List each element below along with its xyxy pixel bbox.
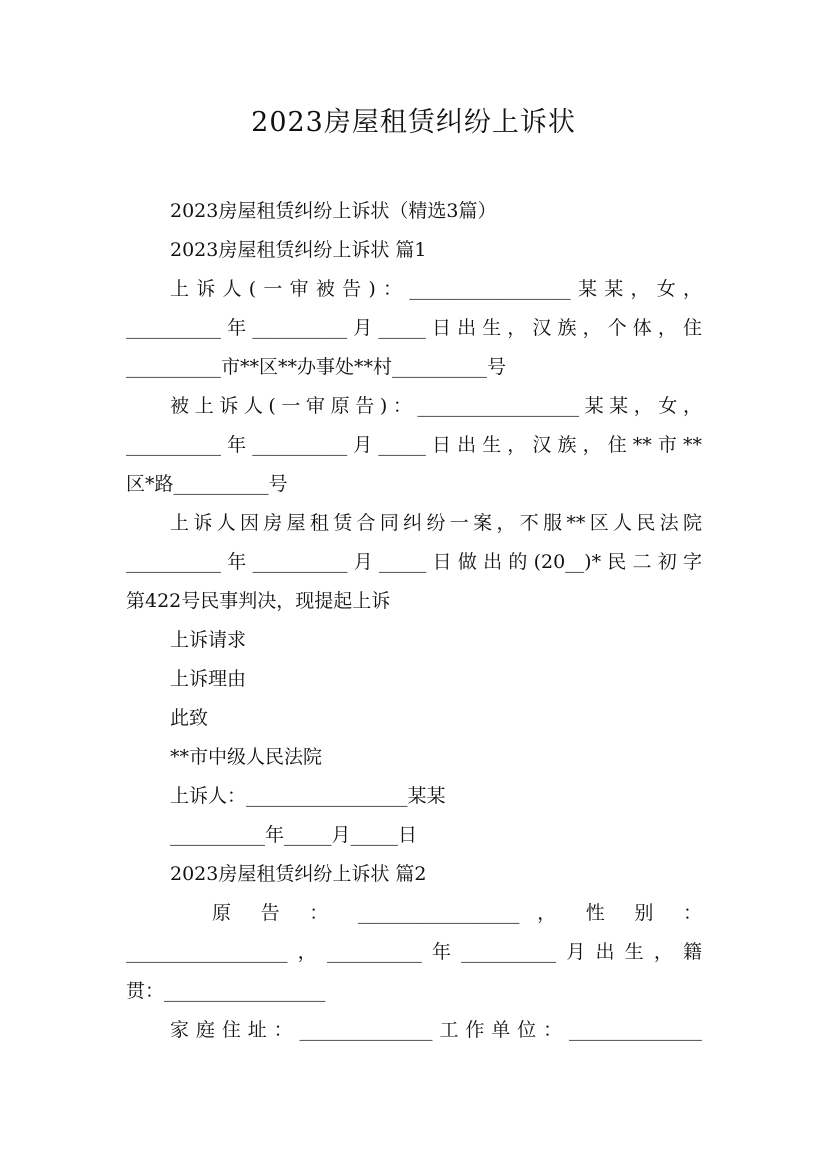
section-heading-1: 2023房屋租赁纠纷上诉状 篇1 [170,239,427,261]
section-heading-2: 2023房屋租赁纠纷上诉状 篇2 [170,863,427,885]
plaintiff-line: 原 告 ： _________________ ， 性 别 ： [212,902,702,924]
plaintiff-origin-line: 贯：_________________ [126,980,326,1002]
appellee-birth-line: __________年__________月_____日出生，汉族，住**市** [126,434,702,456]
appellee-line: 被上诉人(一审原告)：_________________某某，女， [170,395,702,417]
appellant-address-line: __________市**区**办事处**村__________号 [126,356,507,378]
appellant-line: 上诉人(一审被告)：_________________某某，女， [170,278,702,300]
plaintiff-address-work-line: 家庭住址：______________工作单位：______________ [170,1019,702,1041]
case-statement-line-3: 第422号民事判决，现提起上诉 [126,590,391,612]
appeal-reason-heading: 上诉理由 [170,668,247,690]
document-title: 2023房屋租赁纠纷上诉状 [251,107,576,138]
appeal-request-heading: 上诉请求 [170,629,247,651]
salutation: 此致 [170,707,209,729]
plaintiff-birth-line: _________________，__________年__________月出生，籍 [126,941,702,963]
appellee-address-line: 区*路__________号 [126,473,288,495]
doc-subtitle: 2023房屋租赁纠纷上诉状（精选3篇） [170,200,497,222]
appellant-birth-line: __________年__________月_____日出生，汉族，个体，住 [126,317,702,339]
case-statement-line-1: 上诉人因房屋租赁合同纠纷一案，不服**区人民法院 [170,512,702,534]
case-statement-line-2: __________年__________月_____日做出的(20__)*民二初字 [126,551,702,573]
signature-appellant: 上诉人：_________________某某 [170,785,446,807]
court-name: **市中级人民法院 [170,746,323,768]
signature-date: __________年_____月_____日 [170,824,418,846]
